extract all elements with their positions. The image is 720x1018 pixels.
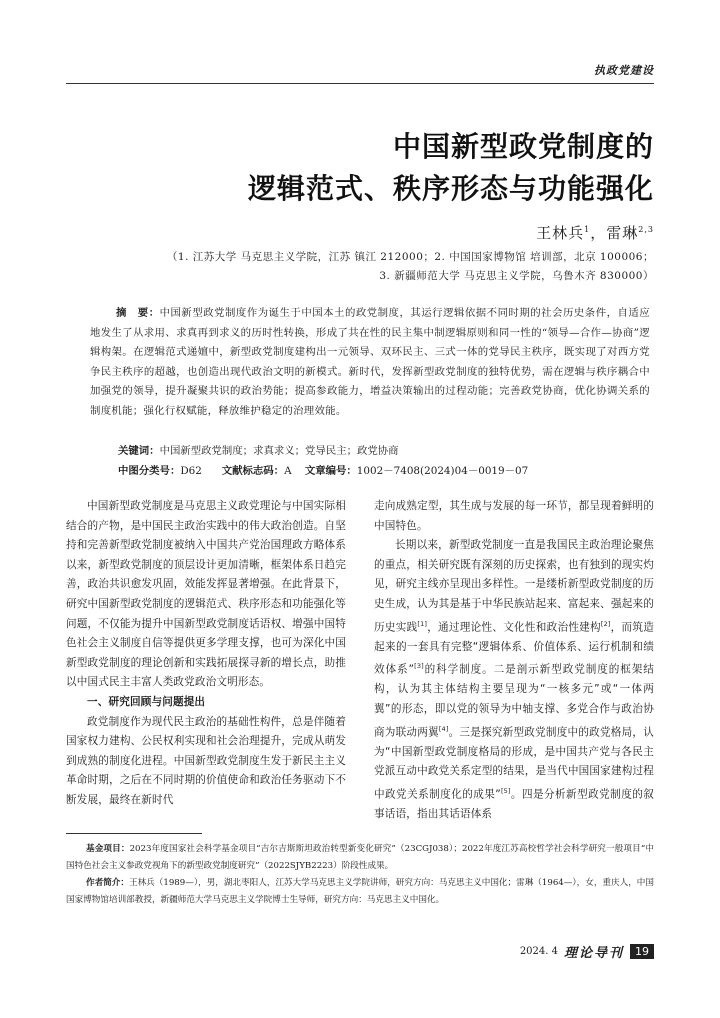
section-tag: 执政党建设 [594, 64, 654, 77]
author-1-sup: 1 [584, 225, 591, 234]
author-sep: ， [590, 224, 607, 242]
affiliation-line-2: 3. 新疆师范大学 马克思主义学院，乌鲁木齐 830000） [379, 270, 654, 282]
authors [536, 222, 654, 243]
clc-label: 中图分类号： [118, 465, 181, 477]
paragraph: 走向成熟定型，其生成与发展的每一环节，都呈现着鲜明的中国特色。 [374, 500, 654, 532]
section-heading: 一、研究回顾与问题提出 [87, 695, 206, 708]
citation-ref: [3] [414, 662, 424, 671]
journal-name: 理论导刊 [563, 946, 624, 961]
body-column-left [66, 497, 346, 811]
issue-number: 2024. 4 [519, 946, 558, 957]
text-run: 的科学制度。二是剖示新型政党制度的框架结构，认为其主体结构主要呈现为“一核多元”或“一体两翼”的形态，即以党的领导为中轴支撑、多党合作与政治协商为联动两翼 [374, 663, 655, 739]
author-bio-label: 作者简介： [86, 878, 129, 888]
citation-ref: [2] [600, 619, 611, 628]
funding-note [66, 841, 654, 875]
text-run: 长期以来，新型政党制度一直是我国民主政治理论聚焦的重点，相关研究既有深刻的历史探索，也有独到的现实灼见，研究主线亦呈现出多样性。一是缕析新型政党制度的历史生成，认为其是基于中华民族站起来、富起来、强起来的历史实践 [374, 539, 654, 634]
paragraph: 政党制度作为现代民主政治的基础性构件，总是伴随着国家权力建构、公民权利实现和社会治理提升，完成从萌发到成熟的制度化进程。中国新型政党制度生发于新民主主义革命时期，之后在不同时期的价值使命和政治任务驱动下不断发展，最终在新时代 [66, 715, 346, 806]
author-1: 王林兵 [536, 224, 585, 242]
page-footer [520, 942, 654, 961]
paragraph [374, 536, 654, 824]
citation-ref: [5] [500, 786, 511, 795]
text-run: 。三是探究新型政党制度中的政党格局，认为“中国新型政党制度格局的形成，是中国共产党与各民主党派互动中政党关系定型的结果，是当代中国国家建构过程中政党关系制度化的成果” [374, 726, 654, 801]
footnote-rule [66, 833, 202, 834]
article-id-value: 1002－7408(2024)04－0019－07 [356, 465, 529, 477]
author-2-sup: 2,3 [638, 225, 654, 234]
keywords-text: 中国新型政党制度；求真求义；党导民主；政党协商 [159, 445, 399, 457]
citation-ref: [1] [417, 619, 428, 628]
abstract-label: 摘 要： [116, 307, 160, 319]
doc-code-value: A [284, 465, 292, 477]
article-id-label: 文章编号： [304, 465, 357, 477]
text-run: ，而筑造起来的一套具有完整“逻辑体系、价值体系、运行机制和绩效体系” [374, 621, 654, 676]
title-line-2: 逻辑范式、秩序形态与功能强化 [247, 172, 654, 205]
keywords-label: 关键词： [118, 445, 160, 457]
author-2: 雷琳 [606, 224, 639, 242]
funding-text: 2023年度国家社会科学基金项目“吉尔吉斯斯坦政治转型新变化研究”（23CGJ038）；2022年度江苏高校哲学社会科学研究一般项目“中国特色社会主义参政党视角下的新型政党制度研究”（2022SJYB2223）阶段性成果。 [66, 844, 654, 871]
title-line-1: 中国新型政党制度的 [392, 130, 654, 163]
abstract-text: 中国新型政党制度作为诞生于中国本土的政党制度，其运行逻辑依据不同时期的社会历史条件，自适应地发生了从求用、求真再到求义的历时性转换，形成了共在性的民主集中制逻辑原则和同一性的“领导—合作—协商”逻辑构架。在逻辑范式递嬗中，新型政党制度建构出一元领导、双环民主、三式一体的党导民主秩序，既实现了对西方党争民主秩序的超越，也创造出现代政治文明的新模式。新时代，发挥新型政党制度的独特优势，需在逻辑与秩序耦合中加强党的领导，提升凝聚共识的政治势能；提高参政能力，增益决策输出的过程动能；完善政党协商，优化协调关系的制度机能；强化行权赋能，释放维护稳定的治理效能。 [90, 307, 650, 417]
page-number: 19 [630, 944, 654, 959]
citation-ref: [4] [438, 724, 449, 733]
funding-label: 基金项目： [86, 844, 130, 854]
keywords [118, 442, 399, 457]
affiliation-line-1: （1. 江苏大学 马克思主义学院，江苏 镇江 212000；2. 中国国家博物馆 培训部，北京 100006； [166, 251, 654, 263]
header-rule [66, 83, 654, 84]
footnotes [66, 841, 654, 909]
body-column-right [374, 497, 654, 825]
paragraph: 中国新型政党制度是马克思主义政党理论与中国实际相结合的产物，是中国民主政治实践中的伟大政治创造。自坚持和完善新型政党制度被纳入中国共产党治国理政方略体系以来，新型政党制度的顶层设计更加清晰，框架体系日趋完善，政治共识愈发巩固，效能发挥显著增强。在此背景下，研究中国新型政党制度的逻辑范式、秩序形态和功能强化等问题，不仅能为提升中国新型政党制度话语权、增强中国特色社会主义制度自信等提供更多学理支撑，也可为深化中国新型政党制度的理论创新和实践拓展探寻新的增长点，助推以中国式民主丰富人类政党政治文明形态。 [66, 500, 346, 689]
author-bio-text: 王林兵（1989—），男，湖北枣阳人，江苏大学马克思主义学院讲师，研究方向：马克思主义中国化；雷琳（1964—），女，重庆人，中国国家博物馆培训部教授，新疆师范大学马克思主义学院博士生导师，研究方向：马克思主义中国化。 [66, 878, 654, 905]
author-note [66, 875, 654, 909]
text-run: ，通过理论性、文化性和政治性建构 [427, 621, 601, 634]
doc-code-label: 文献标志码： [221, 465, 285, 477]
classification-line [118, 462, 528, 477]
text-run: 。四是分析新型政党制度的叙事话语，指出其话语体系 [374, 788, 654, 821]
abstract [90, 304, 650, 422]
clc-value: D62 [180, 465, 202, 477]
